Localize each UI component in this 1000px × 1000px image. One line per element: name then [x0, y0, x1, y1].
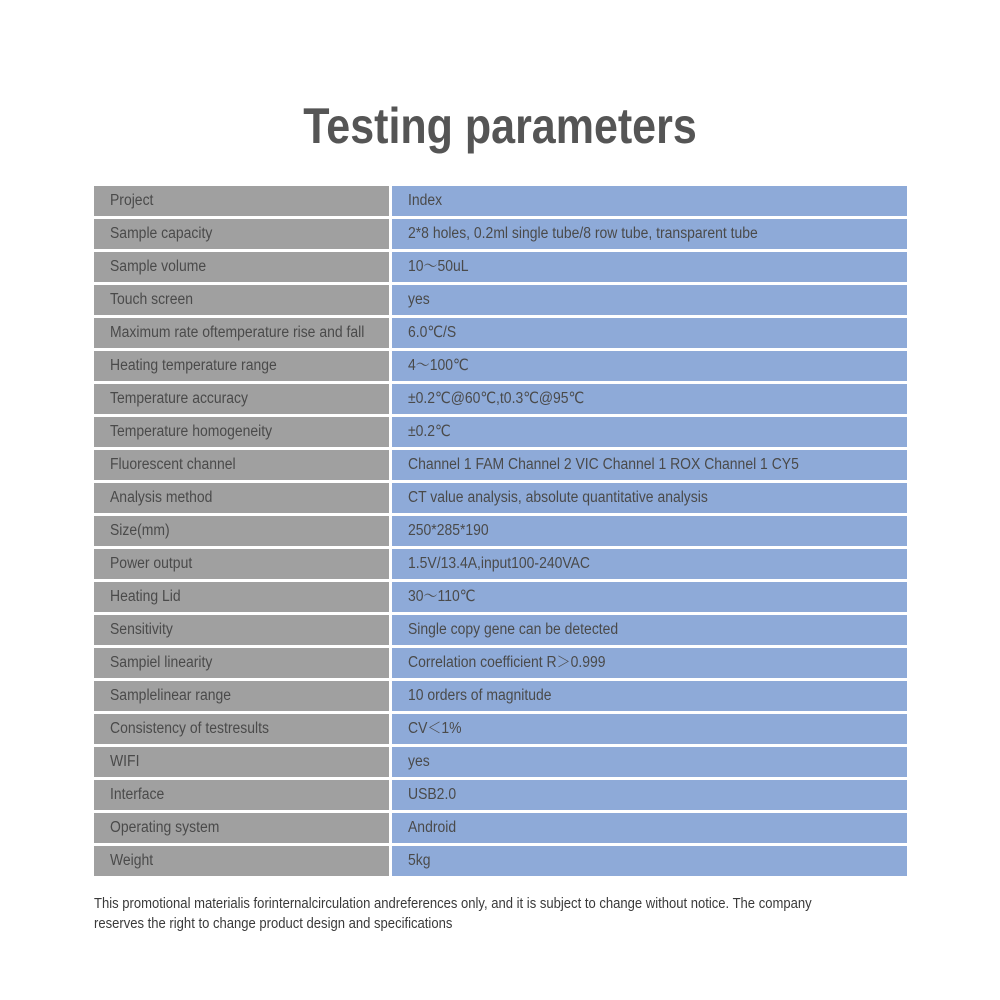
table-cell-value: 10 orders of magnitude	[392, 681, 907, 711]
table-cell-value: USB2.0	[392, 780, 907, 810]
table-cell-value: 4～100℃	[392, 351, 907, 381]
table-row	[94, 186, 907, 219]
table-cell-key: Fluorescent channel	[94, 450, 389, 480]
table-row	[94, 219, 907, 252]
table-cell-value: yes	[392, 747, 907, 777]
table-cell-key: Temperature homogeneity	[94, 417, 389, 447]
table-cell-value: CV＜1%	[392, 714, 907, 744]
table-cell-value: 1.5V/13.4A,input100-240VAC	[392, 549, 907, 579]
page-title: Testing parameters	[303, 98, 697, 154]
table-row	[94, 384, 907, 417]
table-row	[94, 582, 907, 615]
table-cell-key: Consistency of testresults	[94, 714, 389, 744]
table-cell-key: Operating system	[94, 813, 389, 843]
table-row	[94, 252, 907, 285]
table-row	[94, 846, 907, 879]
table-cell-value: 6.0℃/S	[392, 318, 907, 348]
table-row	[94, 483, 907, 516]
table-cell-value: CT value analysis, absolute quantitative analysis	[392, 483, 907, 513]
table-cell-key: Sample volume	[94, 252, 389, 282]
table-cell-key: Touch screen	[94, 285, 389, 315]
table-row	[94, 681, 907, 714]
table-row	[94, 549, 907, 582]
table-cell-key: Heating temperature range	[94, 351, 389, 381]
table-cell-key: Interface	[94, 780, 389, 810]
table-row	[94, 813, 907, 846]
table-cell-value: ±0.2℃@60℃,t0.3℃@95℃	[392, 384, 907, 414]
table-cell-key: Samplelinear range	[94, 681, 389, 711]
table-row	[94, 516, 907, 549]
table-row	[94, 417, 907, 450]
parameters-table	[94, 186, 907, 879]
table-cell-key: Weight	[94, 846, 389, 876]
table-cell-value: Channel 1 FAM Channel 2 VIC Channel 1 ROX Channel 1 CY5	[392, 450, 907, 480]
table-cell-key: Sampiel linearity	[94, 648, 389, 678]
table-cell-key: Sample capacity	[94, 219, 389, 249]
disclaimer-line-2: reserves the right to change product design and specifications	[94, 916, 453, 932]
table-cell-value: 2*8 holes, 0.2ml single tube/8 row tube, transparent tube	[392, 219, 907, 249]
table-cell-key: Sensitivity	[94, 615, 389, 645]
disclaimer	[94, 894, 904, 934]
table-row	[94, 450, 907, 483]
table-cell-key: Maximum rate oftemperature rise and fall	[94, 318, 389, 348]
table-row	[94, 780, 907, 813]
table-cell-value: Correlation coefficient R＞0.999	[392, 648, 907, 678]
table-cell-value: 10～50uL	[392, 252, 907, 282]
table-cell-value: ±0.2℃	[392, 417, 907, 447]
table-cell-value: Android	[392, 813, 907, 843]
table-cell-value: 250*285*190	[392, 516, 907, 546]
table-cell-key: WIFI	[94, 747, 389, 777]
table-row	[94, 648, 907, 681]
table-cell-key: Analysis method	[94, 483, 389, 513]
table-row	[94, 747, 907, 780]
table-row	[94, 351, 907, 384]
table-cell-key: Size(mm)	[94, 516, 389, 546]
table-cell-key: Temperature accuracy	[94, 384, 389, 414]
table-row	[94, 615, 907, 648]
table-cell-value: 30～110℃	[392, 582, 907, 612]
table-cell-value: yes	[392, 285, 907, 315]
table-cell-value: 5kg	[392, 846, 907, 876]
table-cell-key: Project	[94, 186, 389, 216]
table-cell-key: Heating Lid	[94, 582, 389, 612]
table-cell-value: Index	[392, 186, 907, 216]
table-cell-value: Single copy gene can be detected	[392, 615, 907, 645]
table-cell-key: Power output	[94, 549, 389, 579]
disclaimer-line-1: This promotional materialis forinternalcirculation andreferences only, and it is subject to change without notice. The company	[94, 896, 812, 912]
table-row	[94, 714, 907, 747]
table-row	[94, 318, 907, 351]
table-row	[94, 285, 907, 318]
